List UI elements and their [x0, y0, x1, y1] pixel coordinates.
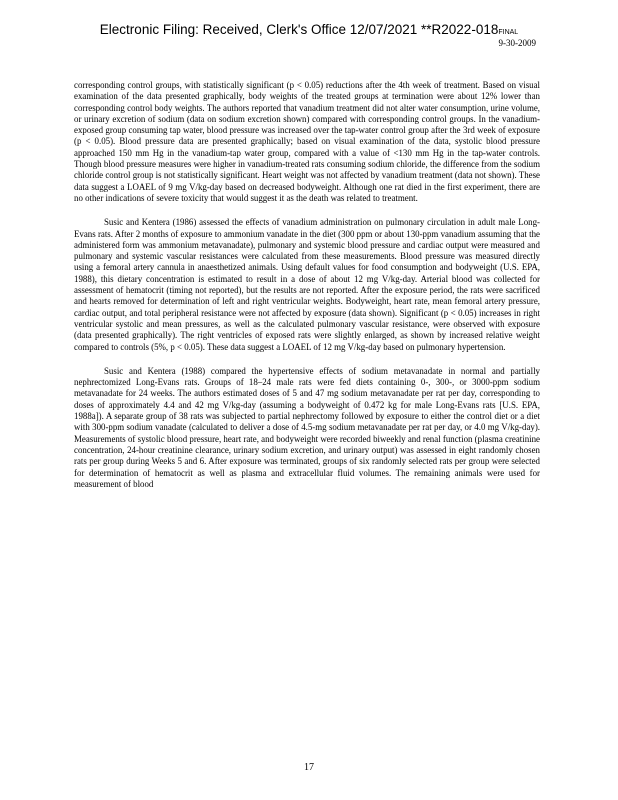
- final-tag: FINAL: [498, 29, 519, 36]
- filing-text: Electronic Filing: Received, Clerk's Office 12/07/2021 **R2022-018: [99, 22, 499, 37]
- header-date: 9-30-2009: [498, 38, 536, 48]
- paragraph-3: Susic and Kentera (1988) compared the hypertensive effects of sodium metavanadate in normal and partially nephrectomized Long-Evans rats. Groups of 18–24 male rats were fed diets containing 0-, 300-, or 3000-ppm sodium metavanadate for 24 weeks. The authors estimated doses of 5 and 47 mg sodium metavanadate per rat per day, corresponding to doses of approximately 4.4 and 42 mg V/kg-day (assuming a bodyweight of 0.472 kg for male Long-Evans rats [U.S. EPA, 1988a]). A separate group of 38 rats was subjected to partial nephrectomy followed by exposure to either the control diet or a diet with 300-ppm sodium vanadate (calculated to deliver a dose of 4.5-mg sodium metavanadate per rat per day, or 4.0 mg V/kg-day). Measurements of systolic blood pressure, heart rate, and bodyweight were recorded biweekly and renal function (plasma creatinine concentration, 24-hour creatinine clearance, urinary sodium excretion, and urinary output) was assessed in eight randomly chosen rats per group during Weeks 5 and 6. After exposure was terminated, groups of six randomly selected rats per group were selected for determination of hematocrit as well as plasma and extracellular fluid volumes. The remaining animals were used for measurement of blood: [74, 365, 540, 489]
- paragraph-2: Susic and Kentera (1986) assessed the effects of vanadium administration on pulmonary circulation in adult male Long-Evans rats. After 2 months of exposure to ammonium vanadate in the diet (300 ppm or about 130-ppm vanadium assuming that the administered form was ammonium metavanadate), pulmonary and systemic blood pressure and cardiac output were measured and pulmonary and systemic vascular resistances were calculated from these measurements. Blood pressure was measured directly using a femoral artery cannula in anaesthetized animals. Using default values for food consumption and bodyweight (U.S. EPA, 1988), this dietary concentration is estimated to result in a dose of about 12 mg V/kg-day. Arterial blood was collected for assessment of hematocrit (timing not reported), but the results are not reported. After the exposure period, the rats were sacrificed and hearts removed for determination of left and right ventricular weights. Bodyweight, heart rate, mean femoral artery pressure, cardiac output, and total peripheral resistance were not affected by exposure (data shown). Significant (p < 0.05) increases in right ventricular systolic and mean pressures, as well as the calculated pulmonary vascular resistance, were observed with exposure (data presented graphically). The right ventricles of exposed rats were slightly enlarged, as shown by increased relative weight compared to controls (5%, p < 0.05). These data suggest a LOAEL of 12 mg V/kg-day based on pulmonary hypertension.: [74, 217, 540, 352]
- paragraph-1: corresponding control groups, with statistically significant (p < 0.05) reductions after the 4th week of treatment. Based on visual examination of the data presented graphically, body weights of the treated groups at termination were about 12% lower than corresponding control body weights. The authors reported that vanadium treatment did not alter water consumption, urine volume, or urinary excretion of sodium (data on sodium excretion shown) compared with corresponding control groups. In the vanadium-exposed group consuming tap water, blood pressure was increased over the tap-water control group after the 3rd week of exposure (p < 0.05). Blood pressure data are presented graphically; based on visual examination of the data, systolic blood pressure approached 150 mm Hg in the vanadium-tap water group, compared with a value of <130 mm Hg in the tap-water controls. Though blood pressure measures were higher in vanadium-treated rats consuming sodium chloride, the difference from the sodium chloride control group is not statistically significant. Heart weight was not affected by vanadium treatment (data not shown). These data suggest a LOAEL of 9 mg V/kg-day based on decreased bodyweight. Although one rat died in the first experiment, there are no other indications of severe toxicity that would suggest it as the death was related to treatment.: [74, 80, 540, 203]
- page-number: 17: [304, 762, 314, 773]
- document-body: [74, 80, 540, 503]
